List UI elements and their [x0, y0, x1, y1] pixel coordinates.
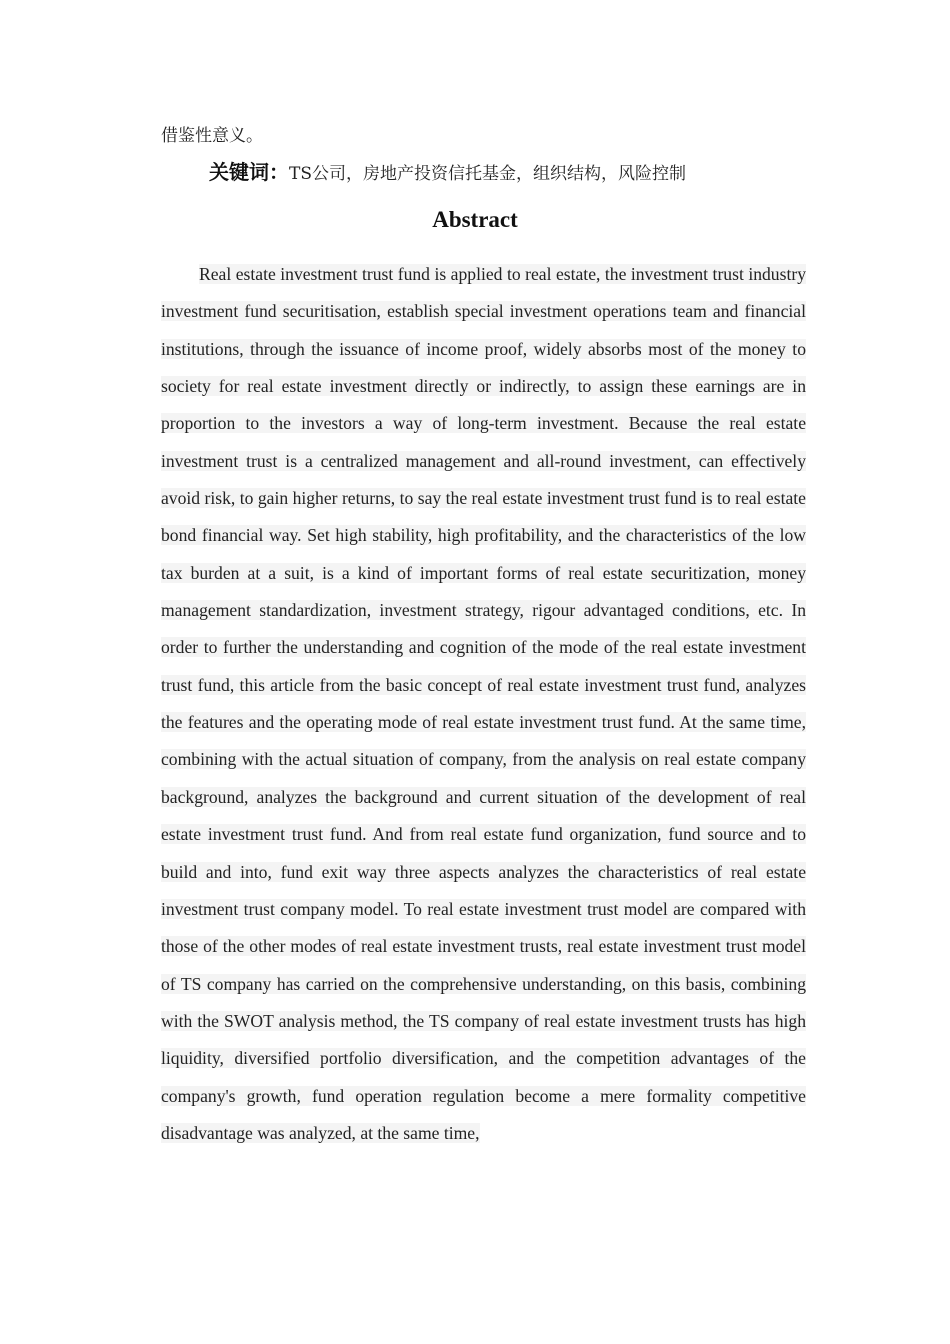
- abstract-paragraph: [161, 256, 806, 1152]
- abstract-body-text: Real estate investment trust fund is applied to real estate, the investment trust industry investment fund securitisation, establish special investment operations team and financial institutions, through the issuance of income proof, widely absorbs most of the money to society for real estate investment directly or indirectly, to assign these earnings are in proportion to the investors a way of long-term investment. Because the real estate investment trust is a centralized management and all-round investment, can effectively avoid risk, to gain higher returns, to say the real estate investment trust fund is to real estate bond financial way. Set high stability, high profitability, and the characteristics of the low tax burden at a suit, is a kind of important forms of real estate securitization, money management standardization, investment strategy, rigour advantaged conditions, etc. In order to further the understanding and cognition of the mode of the real estate investment trust fund, this article from the basic concept of real estate investment trust fund, analyzes the features and the operating mode of real estate investment trust fund. At the same time, combining with the actual situation of company, from the analysis on real estate company background, analyzes the background and current situation of the development of real estate investment trust fund. And from real estate fund organization, fund source and to build and into, fund exit way three aspects analyzes the characteristics of real estate investment trust company model. To real estate investment trust model are compared with those of the other modes of real estate investment trusts, real estate investment trust model of TS company has carried on the comprehensive understanding, on this basis, combining with the SWOT analysis method, the TS company of real estate investment trusts has high liquidity, diversified portfolio diversification, and the competition advantages of the company's growth, fund operation regulation become a mere formality competitive disadvantage was analyzed, at the same time,: [161, 264, 806, 1143]
- keywords-text: TS公司，房地产投资信托基金，组织结构，风险控制: [289, 164, 686, 184]
- keywords-line: [209, 158, 686, 189]
- keywords-label: 关键词：: [209, 160, 289, 184]
- previous-paragraph-tail: 借鉴性意义。: [161, 126, 263, 146]
- abstract-heading: Abstract: [432, 207, 518, 232]
